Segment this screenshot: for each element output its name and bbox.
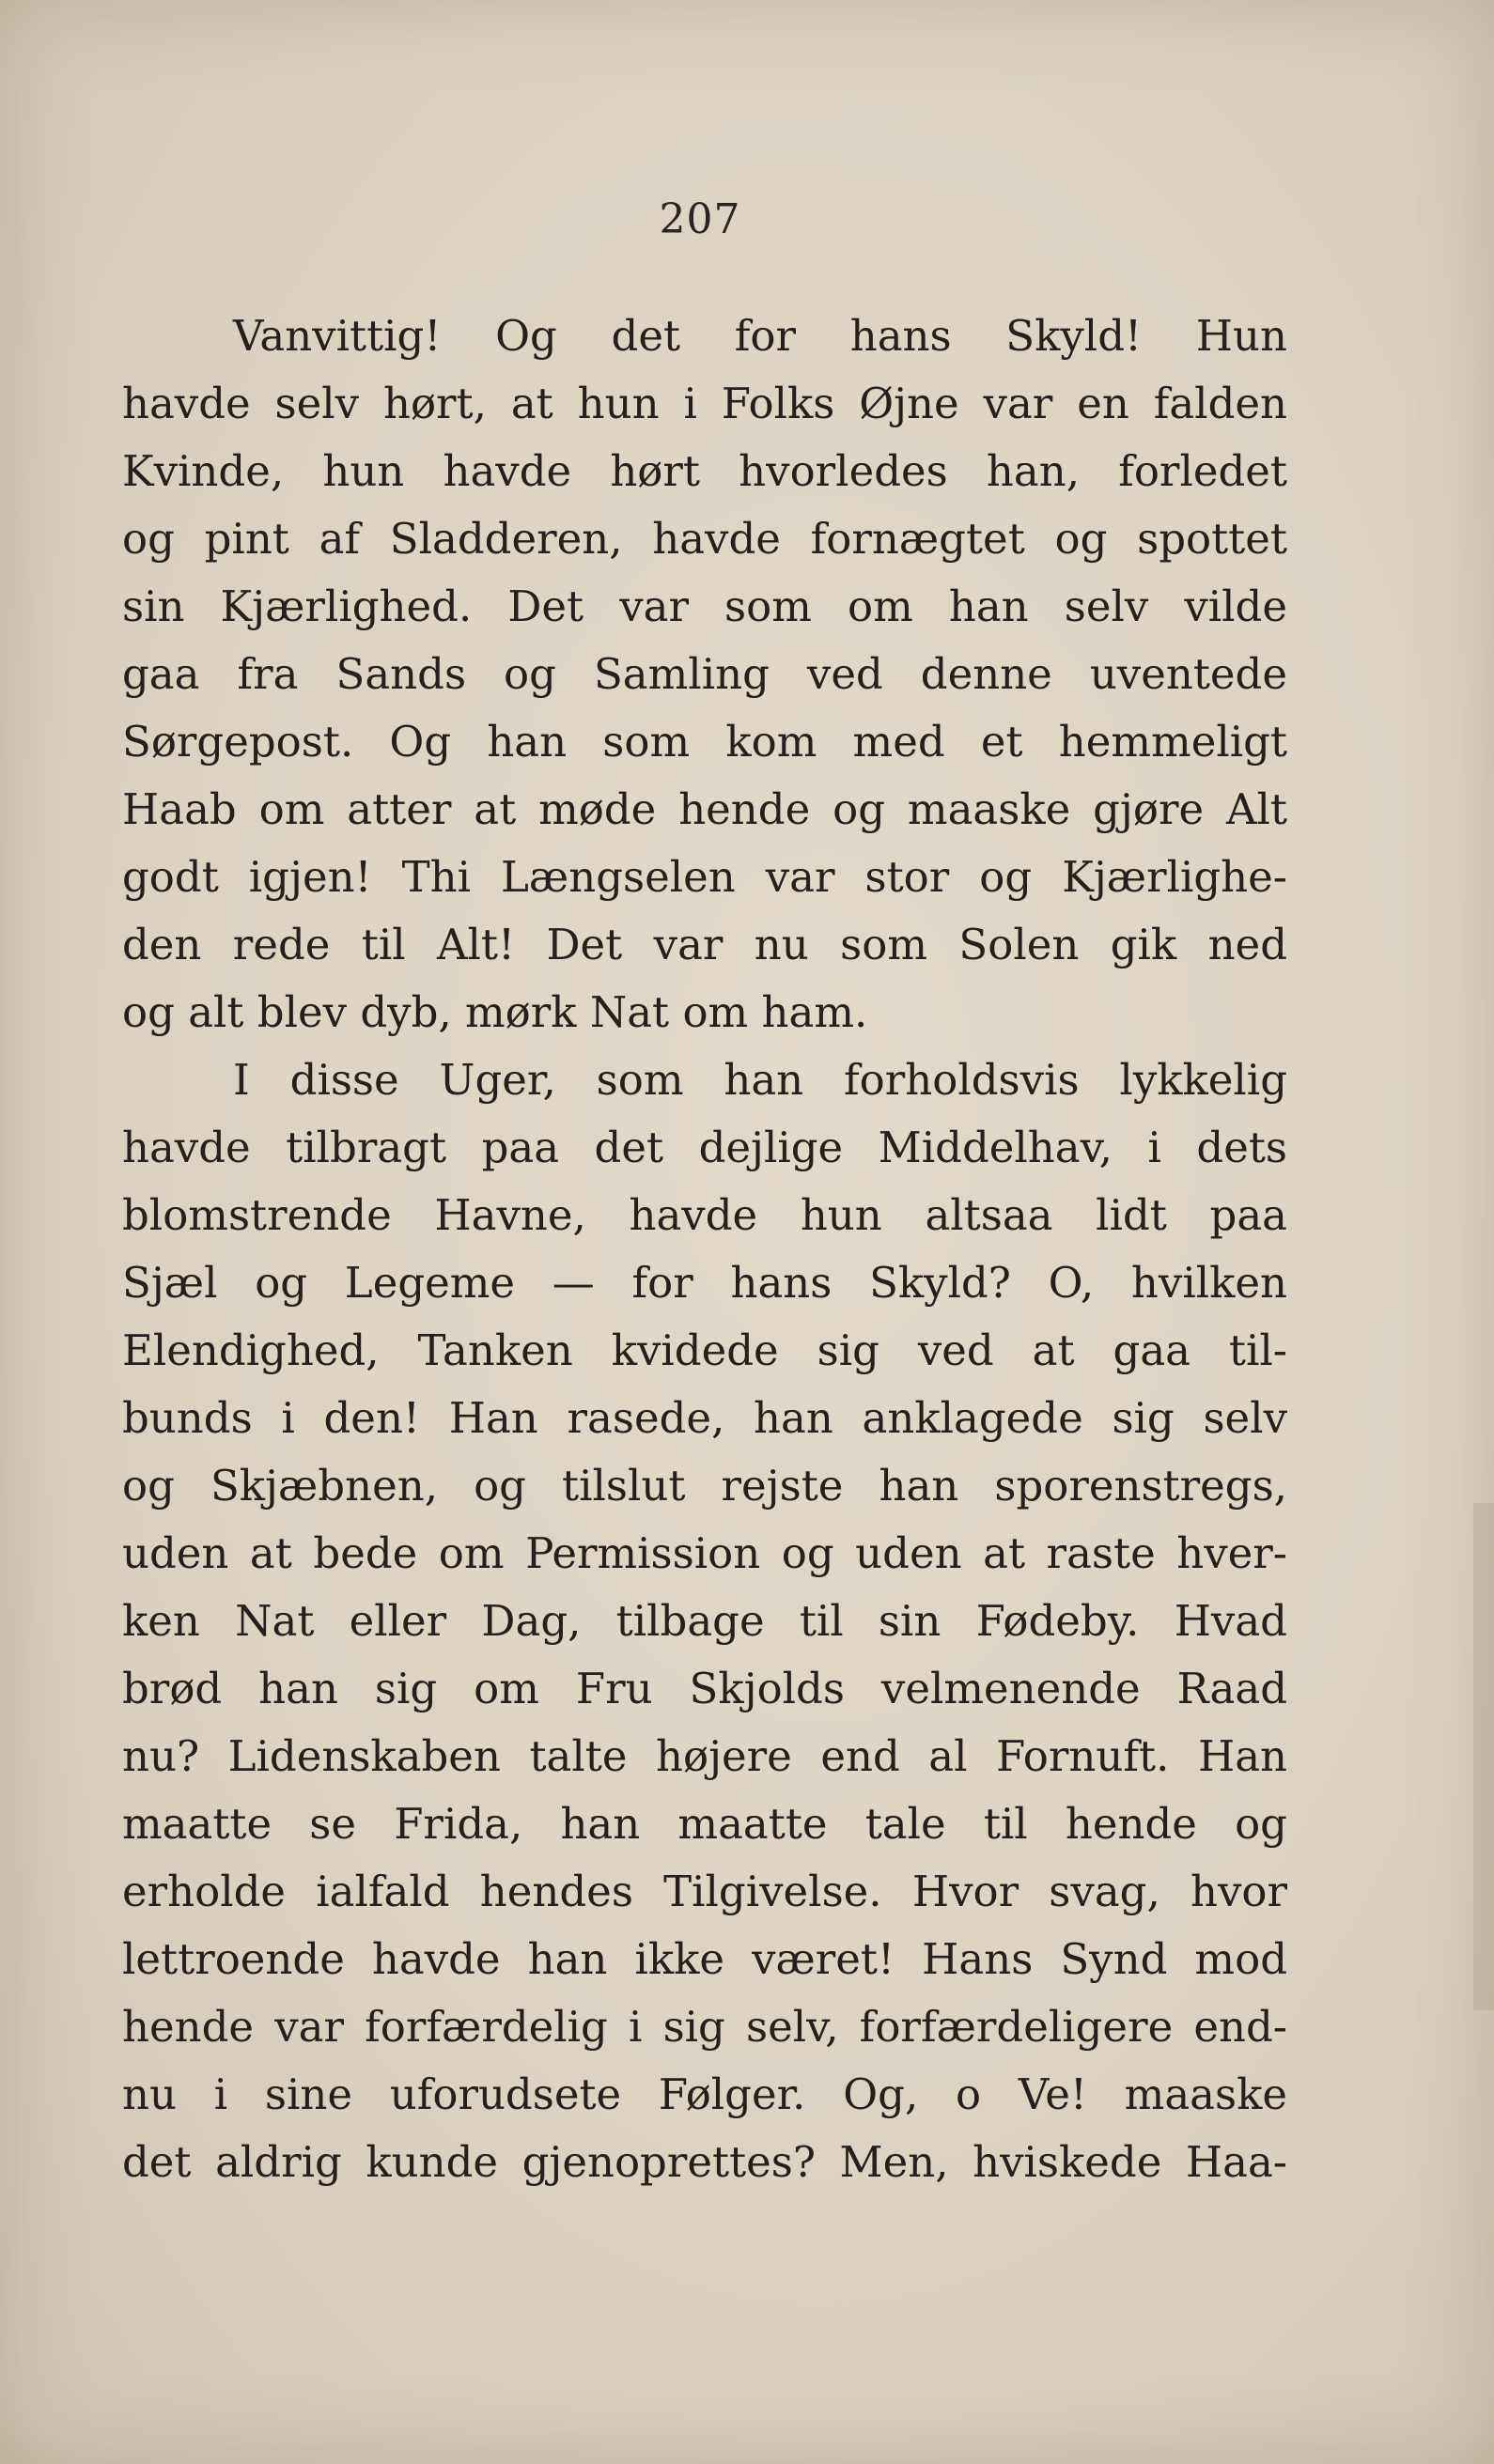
text-line: erholde ialfald hendes Tilgivelse. Hvor svag, hvor bbox=[122, 1867, 1287, 1916]
text-line: bunds i den! Han rasede, han anklagede sig selv bbox=[122, 1393, 1287, 1443]
text-line: nu i sine uforudsete Følger. Og, o Ve! maaske bbox=[122, 2069, 1287, 2119]
text-line: hende var forfærdelig i sig selv, forfærdeligere end- bbox=[122, 2002, 1287, 2052]
paragraph-2 bbox=[122, 1046, 1287, 2196]
text-line: maatte se Frida, han maatte tale til hende og bbox=[122, 1799, 1287, 1849]
text-line: den rede til Alt! Det var nu som Solen gik ned bbox=[122, 920, 1287, 969]
page-number: 207 bbox=[659, 195, 741, 243]
text-line: Kvinde, hun havde hørt hvorledes han, forledet bbox=[122, 446, 1287, 496]
text-line: Haab om atter at møde hende og maaske gjøre Alt bbox=[122, 784, 1287, 834]
text-line: og alt blev dyb, mørk Nat om ham. bbox=[122, 987, 868, 1037]
text-line: ken Nat eller Dag, tilbage til sin Fødeby. Hvad bbox=[122, 1596, 1287, 1646]
text-line: havde selv hørt, at hun i Folks Øjne var en falden bbox=[122, 379, 1287, 428]
text-line: Sørgepost. Og han som kom med et hemmeligt bbox=[122, 717, 1287, 767]
body-text bbox=[122, 302, 1287, 2196]
text-line: blomstrende Havne, havde hun altsaa lidt paa bbox=[122, 1190, 1287, 1240]
page-edge-shadow bbox=[1473, 1503, 1494, 2010]
text-line: brød han sig om Fru Skjolds velmenende Raad bbox=[122, 1664, 1287, 1713]
text-line: og pint af Sladderen, havde fornægtet og spottet bbox=[122, 514, 1287, 564]
text-line: uden at bede om Permission og uden at raste hver- bbox=[122, 1528, 1287, 1578]
text-line: nu? Lidenskaben talte højere end al Fornuft. Han bbox=[122, 1731, 1287, 1781]
text-line: gaa fra Sands og Samling ved denne uventede bbox=[122, 649, 1287, 699]
text-line: Vanvittig! Og det for hans Skyld! Hun bbox=[233, 311, 1287, 361]
text-line: og Skjæbnen, og tilslut rejste han sporenstregs, bbox=[122, 1461, 1287, 1511]
text-line: I disse Uger, som han forholdsvis lykkelig bbox=[233, 1055, 1287, 1105]
text-line: sin Kjærlighed. Det var som om han selv vilde bbox=[122, 581, 1287, 631]
text-line: Elendighed, Tanken kvidede sig ved at gaa til- bbox=[122, 1325, 1287, 1375]
text-line: lettroende havde han ikke været! Hans Synd mod bbox=[122, 1934, 1287, 1984]
text-line: havde tilbragt paa det dejlige Middelhav, i dets bbox=[122, 1123, 1287, 1172]
text-line: godt igjen! Thi Længselen var stor og Kjærlighe- bbox=[122, 852, 1287, 902]
text-line: Sjæl og Legeme — for hans Skyld? O, hvilken bbox=[122, 1258, 1287, 1308]
paragraph-1 bbox=[122, 302, 1287, 1046]
text-line: det aldrig kunde gjenoprettes? Men, hviskede Haa- bbox=[122, 2137, 1287, 2187]
